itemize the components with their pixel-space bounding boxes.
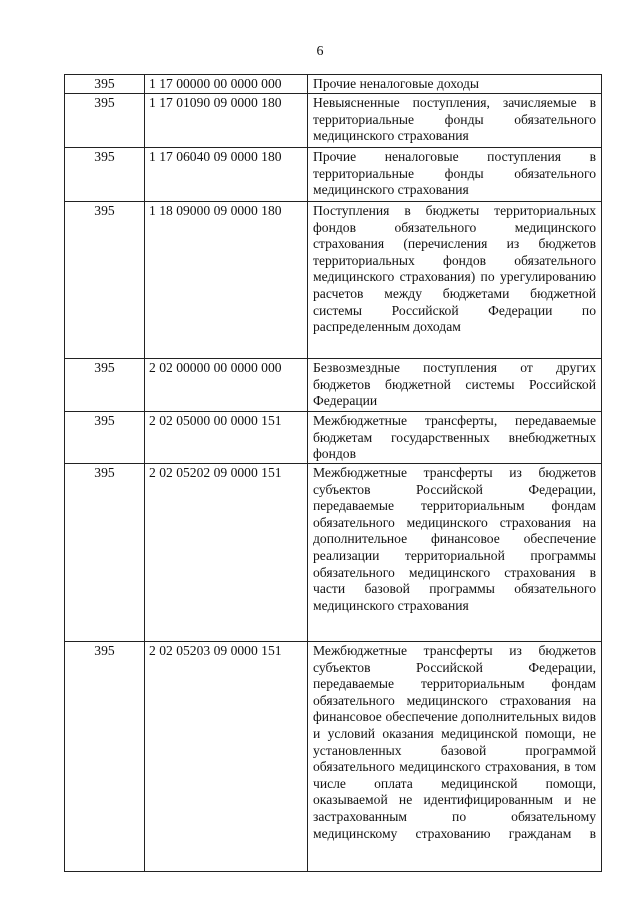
revenue-name-cell: Межбюджетные трансферты из бюджетов субъектов Российской Федерации, передаваемые территориальным фондам обязательного медицинского страхования на финансовое обеспечение дополнительных видов и условий оказания медицинской помощи, не установленных базовой программой обязательного медицинского страхования, в том числе оплата медицинской помощи, оказываемой не идентифицированным и не застрахованным по обязательному медицинскому страхованию гражданам в [308, 642, 602, 872]
budget-code-cell: 1 17 00000 00 0000 000 [145, 75, 308, 94]
budget-code-cell: 1 18 09000 09 0000 180 [145, 202, 308, 359]
budget-code-cell: 2 02 05203 09 0000 151 [145, 642, 308, 872]
admin-code-cell: 395 [65, 464, 145, 642]
table-row [65, 412, 602, 464]
budget-code-cell: 2 02 05000 00 0000 151 [145, 412, 308, 464]
budget-code-cell: 2 02 00000 00 0000 000 [145, 359, 308, 412]
admin-code-cell: 395 [65, 202, 145, 359]
admin-code-cell: 395 [65, 75, 145, 94]
page-number: 6 [316, 44, 324, 59]
budget-code-cell: 1 17 06040 09 0000 180 [145, 148, 308, 202]
table-row [65, 642, 602, 872]
budget-code-cell: 1 17 01090 09 0000 180 [145, 94, 308, 148]
revenue-name-cell: Безвозмездные поступления от других бюджетов бюджетной системы Российской Федерации [308, 359, 602, 412]
admin-code-cell: 395 [65, 359, 145, 412]
table-row [65, 94, 602, 148]
revenue-name-cell: Межбюджетные трансферты, передаваемые бюджетам государственных внебюджетных фондов [308, 412, 602, 464]
admin-code-cell: 395 [65, 148, 145, 202]
revenue-name-cell: Прочие неналоговые доходы [308, 75, 602, 94]
table-row [65, 359, 602, 412]
revenue-codes-table [64, 74, 602, 872]
revenue-name-cell: Прочие неналоговые поступления в территориальные фонды обязательного медицинского страхования [308, 148, 602, 202]
table-row [65, 75, 602, 94]
revenue-name-cell: Межбюджетные трансферты из бюджетов субъектов Российской Федерации, передаваемые территориальным фондам обязательного медицинского страхования на дополнительное финансовое обеспечение реализации территориальной программы обязательного медицинского страхования в части базовой программы обязательного медицинского страхования [308, 464, 602, 642]
admin-code-cell: 395 [65, 412, 145, 464]
admin-code-cell: 395 [65, 94, 145, 148]
admin-code-cell: 395 [65, 642, 145, 872]
table-row [65, 202, 602, 359]
revenue-name-cell: Невыясненные поступления, зачисляемые в территориальные фонды обязательного медицинского страхования [308, 94, 602, 148]
budget-code-cell: 2 02 05202 09 0000 151 [145, 464, 308, 642]
table-row [65, 148, 602, 202]
table-row [65, 464, 602, 642]
revenue-name-cell: Поступления в бюджеты территориальных фондов обязательного медицинского страхования (перечисления из бюджетов территориальных фондов обязательного медицинского страхования) по урегулированию расчетов между бюджетами бюджетной системы Российской Федерации по распределенным доходам [308, 202, 602, 359]
